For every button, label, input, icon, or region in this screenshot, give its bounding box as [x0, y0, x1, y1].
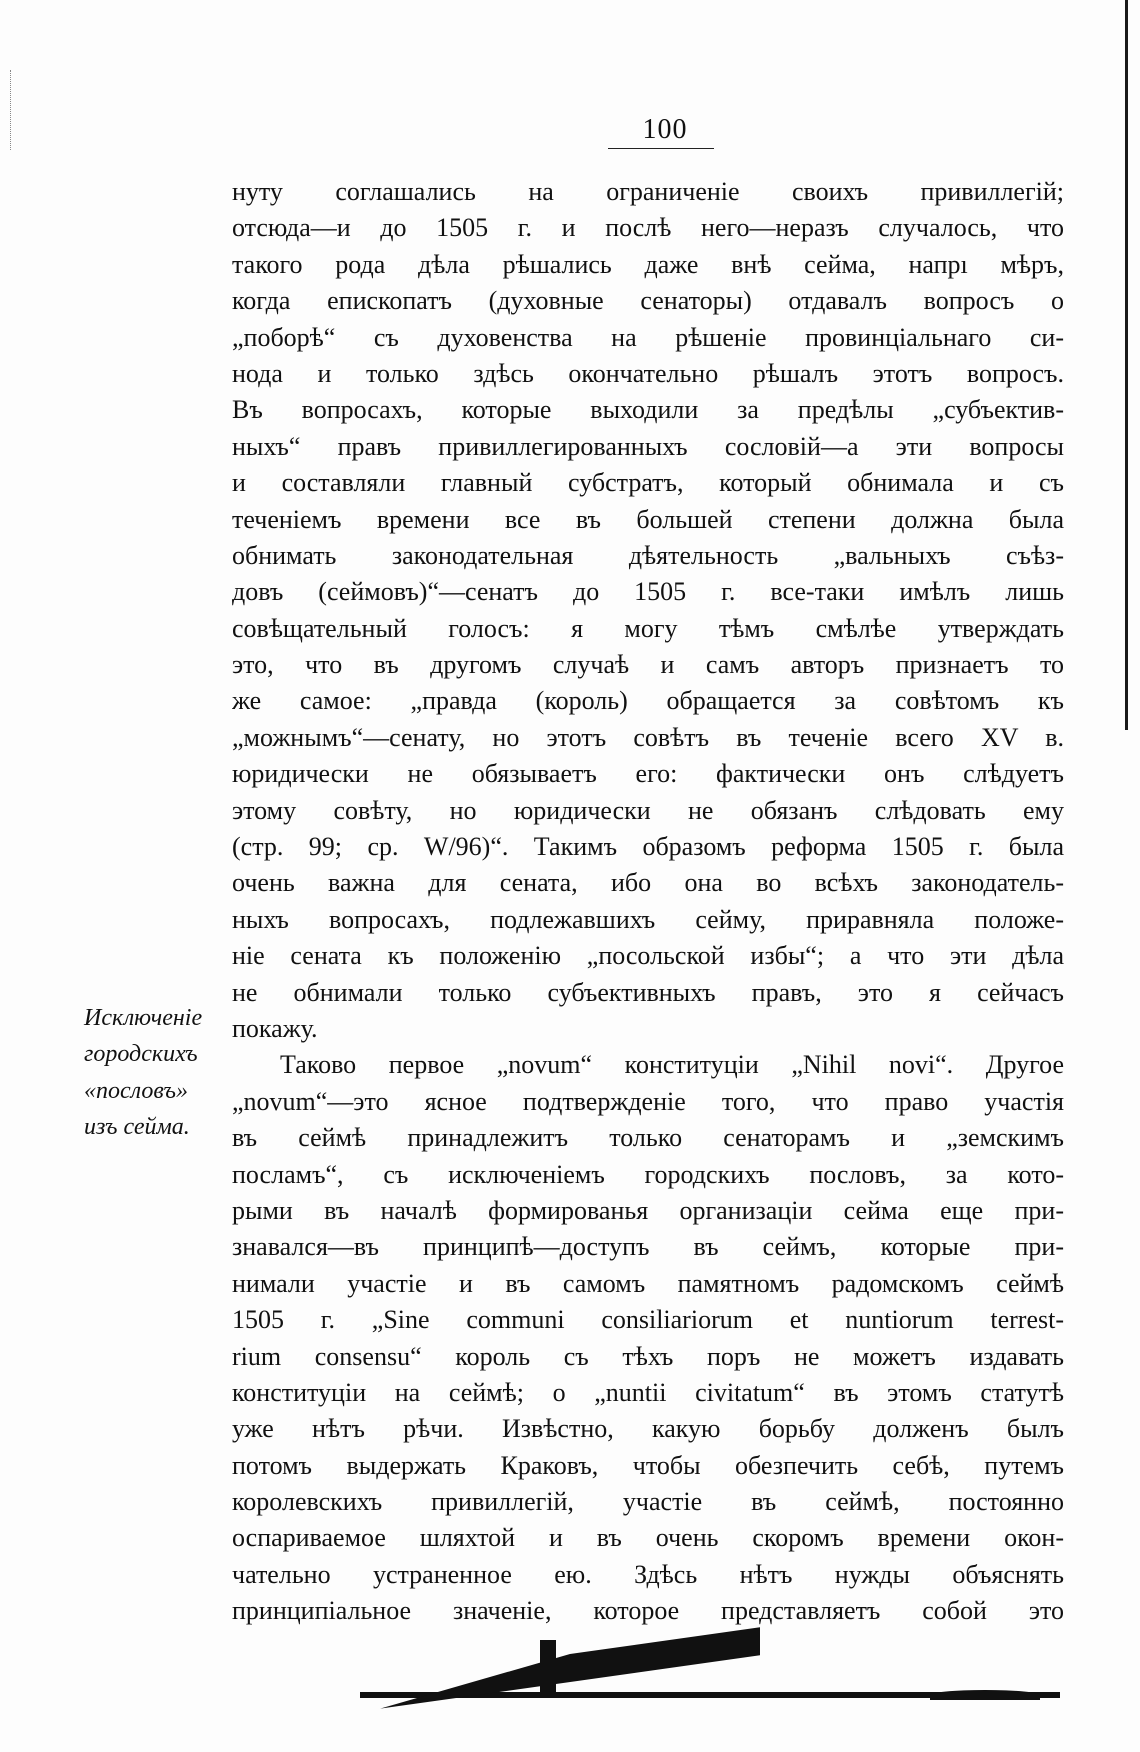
body-line: нимали участіе и въ самомъ памятномъ радомскомъ сеймѣ	[232, 1268, 1064, 1298]
marginal-note-line: «пословъ»	[84, 1077, 188, 1104]
body-line: ніе сената къ положенію „посольской избы“; а что эти дѣла	[232, 941, 1064, 971]
body-line: нуту соглашались на ограниченіе своихъ привиллегій;	[232, 177, 1064, 206]
body-line: 1505 г. „Sine communi consiliariorum et nuntiorum terrest-	[232, 1305, 1064, 1335]
body-line: теченіемъ времени все въ большей степени должна была	[232, 504, 1064, 534]
body-line: не обнимали только субъективныхъ правъ, это я сейчасъ	[232, 977, 1064, 1007]
body-line: знавался—въ принципѣ—доступъ въ сеймъ, которые при-	[232, 1232, 1064, 1262]
body-line: (стр. 99; ср. W/96)“. Такимъ образомъ реформа 1505 г. была	[232, 832, 1064, 862]
body-line: юридически не обязываетъ его: фактически онъ слѣдуетъ	[232, 759, 1064, 789]
scan-bottom-tail	[540, 1640, 556, 1694]
page-number: 100	[642, 114, 688, 145]
body-line: это, что въ другомъ случаѣ и самъ авторъ признаетъ то	[232, 650, 1064, 680]
body-line: потомъ выдержать Краковъ, чтобы обезпечить себѣ, путемъ	[232, 1450, 1064, 1480]
body-line: очень важна для сената, ибо она во всѣхъ законодатель-	[232, 868, 1064, 898]
body-line: „novum“—это ясное подтвержденіе того, что право участія	[232, 1086, 1064, 1116]
body-line: „можнымъ“—сенату, но этотъ совѣтъ въ теченіе всего XV в.	[232, 722, 1064, 752]
body-line: оспариваемое шляхтой и въ очень скоромъ времени окон-	[232, 1523, 1064, 1553]
marginal-note-line: Исключеніе	[84, 1005, 203, 1031]
body-line: „поборѣ“ съ духовенства на рѣшеніе провинціальнаго си-	[232, 322, 1064, 352]
page-number-rule	[608, 148, 714, 149]
scan-speck	[10, 70, 13, 150]
body-line: совѣщательный голосъ: я могу тѣмъ смѣлѣе утверждать	[232, 613, 1064, 643]
body-line: ныхъ“ правъ привиллегированныхъ сословій—а эти вопросы	[232, 431, 1064, 461]
scan-edge-line	[1125, 0, 1128, 730]
body-line: Въ вопросахъ, которые выходили за предѣлы „субъектив-	[232, 395, 1064, 425]
body-line: покажу.	[232, 1013, 318, 1043]
marginal-note-line: изъ сейма.	[84, 1114, 190, 1141]
scan-bottom-right-mark	[930, 1690, 1040, 1700]
body-line: и составляли главный субстратъ, который обнимала и съ	[232, 468, 1064, 498]
body-line: королевскихъ привиллегій, участіе въ сеймѣ, постоянно	[232, 1487, 1064, 1517]
body-line: rium consensu“ король съ тѣхъ поръ не можетъ издавать	[232, 1341, 1064, 1371]
body-line: чательно устраненное ею. Здѣсь нѣтъ нужды объяснять	[232, 1559, 1064, 1589]
body-line: когда епископатъ (духовные сенаторы) отдавалъ вопросъ о	[232, 286, 1064, 316]
body-line: Таково первое „novum“ конституціи „Nihil novi“. Другое	[280, 1050, 1064, 1080]
body-line: такого рода дѣла рѣшались даже внѣ сейма, напрı мѣръ,	[232, 249, 1064, 279]
marginal-note	[84, 1000, 234, 1146]
body-line: въ сеймѣ принадлежитъ только сенаторамъ и „земскимъ	[232, 1123, 1064, 1153]
body-line: посламъ“, съ исключеніемъ городскихъ пословъ, за кото-	[232, 1159, 1064, 1189]
body-line: конституціи на сеймѣ; о „nuntii civitatum“ въ этомъ статутѣ	[232, 1377, 1064, 1407]
marginal-note-line: городскихъ	[84, 1041, 198, 1068]
body-line: отсюда—и до 1505 г. и послѣ него—неразъ случалось, что	[232, 213, 1064, 243]
body-text	[232, 174, 1064, 1630]
body-line: этому совѣту, но юридически не обязанъ слѣдовать ему	[232, 795, 1064, 825]
body-line: принципіальное значеніе, которое представляетъ собой это	[232, 1596, 1064, 1626]
body-line: нода и только здѣсь окончательно рѣшалъ этотъ вопросъ.	[232, 358, 1064, 388]
body-line: же самое: „правда (король) обращается за совѣтомъ къ	[232, 686, 1064, 716]
body-line: уже нѣтъ рѣчи. Извѣстно, какую борьбу долженъ былъ	[232, 1414, 1064, 1444]
body-line: довъ (сеймовъ)“—сенатъ до 1505 г. все-таки имѣлъ лишь	[232, 577, 1064, 607]
body-line: ныхъ вопросахъ, подлежавшихъ сейму, приравняла положе-	[232, 904, 1064, 934]
body-line: обнимать законодательная дѣятельность „вальныхъ съѣз-	[232, 540, 1064, 570]
body-line: рыми въ началѣ формированья организаціи сейма еще при-	[232, 1195, 1064, 1225]
